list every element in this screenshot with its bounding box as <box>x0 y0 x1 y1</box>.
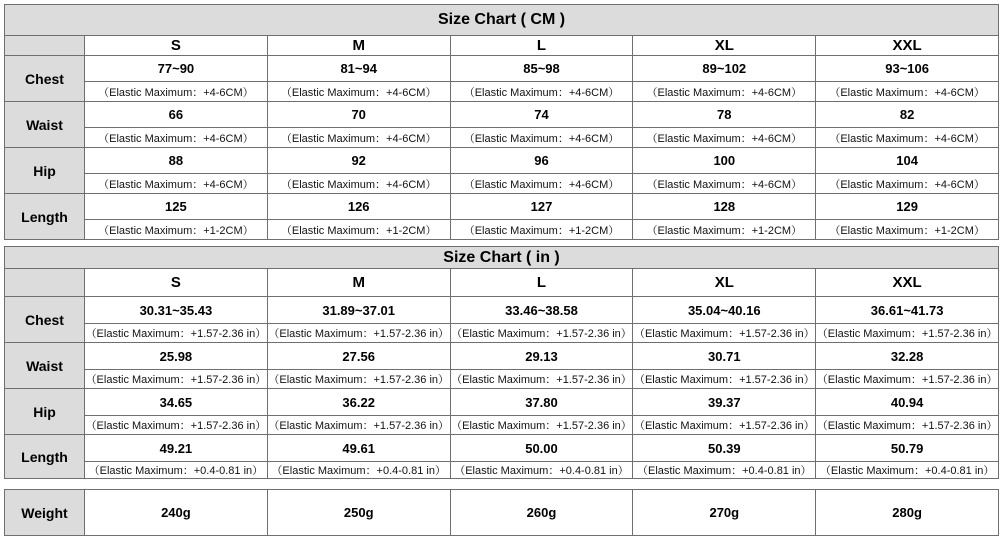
inch-length-note: （Elastic Maximum：+0.4-0.81 in） <box>450 462 633 479</box>
cm-length-value: 126 <box>267 194 450 220</box>
size-chart-inch-table <box>4 246 999 479</box>
cm-size-header-m: M <box>267 36 450 56</box>
cm-length-note: （Elastic Maximum：+1-2CM） <box>267 220 450 240</box>
inch-waist-value: 30.71 <box>633 343 816 370</box>
cm-row-label-length: Length <box>5 194 85 240</box>
cm-chest-note: （Elastic Maximum：+4-6CM） <box>450 82 633 102</box>
cm-length-note: （Elastic Maximum：+1-2CM） <box>450 220 633 240</box>
cm-chest-note: （Elastic Maximum：+4-6CM） <box>267 82 450 102</box>
inch-chest-note: （Elastic Maximum：+1.57-2.36 in） <box>633 324 816 343</box>
weight-label: Weight <box>5 490 85 536</box>
size-chart-cm-table <box>4 4 999 240</box>
inch-chest-value: 33.46~38.58 <box>450 297 633 324</box>
cm-hip-note: （Elastic Maximum：+4-6CM） <box>450 174 633 194</box>
cm-chest-value: 85~98 <box>450 56 633 82</box>
cm-waist-value: 82 <box>816 102 999 128</box>
inch-chest-value: 31.89~37.01 <box>267 297 450 324</box>
inch-hip-note: （Elastic Maximum：+1.57-2.36 in） <box>633 416 816 435</box>
cm-chest-value: 77~90 <box>85 56 268 82</box>
inch-length-value: 49.61 <box>267 435 450 462</box>
inch-hip-value: 34.65 <box>85 389 268 416</box>
cm-size-header-l: L <box>450 36 633 56</box>
inch-chest-note: （Elastic Maximum：+1.57-2.36 in） <box>267 324 450 343</box>
inch-hip-note: （Elastic Maximum：+1.57-2.36 in） <box>816 416 999 435</box>
inch-chest-value: 35.04~40.16 <box>633 297 816 324</box>
cm-waist-value: 74 <box>450 102 633 128</box>
inch-size-header-l: L <box>450 269 633 297</box>
cm-row-label-waist: Waist <box>5 102 85 148</box>
inch-size-header-s: S <box>85 269 268 297</box>
inch-waist-value: 32.28 <box>816 343 999 370</box>
inch-size-header-xxl: XXL <box>816 269 999 297</box>
inch-hip-note: （Elastic Maximum：+1.57-2.36 in） <box>267 416 450 435</box>
weight-value: 250g <box>267 490 450 536</box>
weight-table <box>4 489 999 536</box>
inch-chest-note: （Elastic Maximum：+1.57-2.36 in） <box>816 324 999 343</box>
cm-row-label-hip: Hip <box>5 148 85 194</box>
inch-header-corner <box>5 269 85 297</box>
cm-size-header-xxl: XXL <box>816 36 999 56</box>
weight-value: 280g <box>816 490 999 536</box>
cm-waist-note: （Elastic Maximum：+4-6CM） <box>816 128 999 148</box>
inch-hip-value: 40.94 <box>816 389 999 416</box>
cm-length-note: （Elastic Maximum：+1-2CM） <box>816 220 999 240</box>
inch-hip-note: （Elastic Maximum：+1.57-2.36 in） <box>85 416 268 435</box>
cm-length-value: 125 <box>85 194 268 220</box>
inch-waist-value: 27.56 <box>267 343 450 370</box>
cm-table-title: Size Chart ( CM ) <box>5 5 999 36</box>
cm-length-value: 129 <box>816 194 999 220</box>
inch-waist-value: 25.98 <box>85 343 268 370</box>
cm-hip-value: 100 <box>633 148 816 174</box>
cm-length-note: （Elastic Maximum：+1-2CM） <box>633 220 816 240</box>
inch-row-label-chest: Chest <box>5 297 85 343</box>
cm-hip-value: 92 <box>267 148 450 174</box>
inch-waist-note: （Elastic Maximum：+1.57-2.36 in） <box>816 370 999 389</box>
cm-hip-value: 96 <box>450 148 633 174</box>
inch-waist-value: 29.13 <box>450 343 633 370</box>
inch-waist-note: （Elastic Maximum：+1.57-2.36 in） <box>633 370 816 389</box>
inch-size-header-xl: XL <box>633 269 816 297</box>
inch-chest-value: 30.31~35.43 <box>85 297 268 324</box>
cm-hip-note: （Elastic Maximum：+4-6CM） <box>816 174 999 194</box>
weight-value: 240g <box>85 490 268 536</box>
inch-chest-note: （Elastic Maximum：+1.57-2.36 in） <box>85 324 268 343</box>
inch-waist-note: （Elastic Maximum：+1.57-2.36 in） <box>267 370 450 389</box>
inch-chest-value: 36.61~41.73 <box>816 297 999 324</box>
inch-table-title: Size Chart ( in ) <box>5 247 999 269</box>
cm-size-header-s: S <box>85 36 268 56</box>
cm-header-corner <box>5 36 85 56</box>
inch-hip-value: 36.22 <box>267 389 450 416</box>
cm-hip-note: （Elastic Maximum：+4-6CM） <box>85 174 268 194</box>
cm-size-header-xl: XL <box>633 36 816 56</box>
cm-row-label-chest: Chest <box>5 56 85 102</box>
inch-length-value: 50.79 <box>816 435 999 462</box>
inch-length-note: （Elastic Maximum：+0.4-0.81 in） <box>816 462 999 479</box>
cm-length-value: 127 <box>450 194 633 220</box>
cm-waist-note: （Elastic Maximum：+4-6CM） <box>267 128 450 148</box>
cm-waist-note: （Elastic Maximum：+4-6CM） <box>85 128 268 148</box>
cm-length-note: （Elastic Maximum：+1-2CM） <box>85 220 268 240</box>
inch-length-note: （Elastic Maximum：+0.4-0.81 in） <box>267 462 450 479</box>
cm-hip-note: （Elastic Maximum：+4-6CM） <box>267 174 450 194</box>
inch-hip-value: 37.80 <box>450 389 633 416</box>
inch-length-value: 50.39 <box>633 435 816 462</box>
cm-waist-note: （Elastic Maximum：+4-6CM） <box>633 128 816 148</box>
cm-hip-value: 104 <box>816 148 999 174</box>
inch-length-value: 49.21 <box>85 435 268 462</box>
cm-hip-value: 88 <box>85 148 268 174</box>
cm-waist-value: 70 <box>267 102 450 128</box>
cm-waist-value: 78 <box>633 102 816 128</box>
inch-length-note: （Elastic Maximum：+0.4-0.81 in） <box>633 462 816 479</box>
cm-chest-value: 81~94 <box>267 56 450 82</box>
cm-chest-value: 89~102 <box>633 56 816 82</box>
inch-waist-note: （Elastic Maximum：+1.57-2.36 in） <box>450 370 633 389</box>
inch-row-label-length: Length <box>5 435 85 479</box>
inch-length-value: 50.00 <box>450 435 633 462</box>
inch-chest-note: （Elastic Maximum：+1.57-2.36 in） <box>450 324 633 343</box>
cm-chest-note: （Elastic Maximum：+4-6CM） <box>85 82 268 102</box>
cm-length-value: 128 <box>633 194 816 220</box>
inch-length-note: （Elastic Maximum：+0.4-0.81 in） <box>85 462 268 479</box>
inch-hip-value: 39.37 <box>633 389 816 416</box>
weight-value: 270g <box>633 490 816 536</box>
inch-waist-note: （Elastic Maximum：+1.57-2.36 in） <box>85 370 268 389</box>
cm-waist-value: 66 <box>85 102 268 128</box>
cm-waist-note: （Elastic Maximum：+4-6CM） <box>450 128 633 148</box>
cm-chest-note: （Elastic Maximum：+4-6CM） <box>816 82 999 102</box>
inch-row-label-waist: Waist <box>5 343 85 389</box>
inch-size-header-m: M <box>267 269 450 297</box>
cm-chest-note: （Elastic Maximum：+4-6CM） <box>633 82 816 102</box>
cm-hip-note: （Elastic Maximum：+4-6CM） <box>633 174 816 194</box>
inch-row-label-hip: Hip <box>5 389 85 435</box>
inch-hip-note: （Elastic Maximum：+1.57-2.36 in） <box>450 416 633 435</box>
cm-chest-value: 93~106 <box>816 56 999 82</box>
weight-value: 260g <box>450 490 633 536</box>
